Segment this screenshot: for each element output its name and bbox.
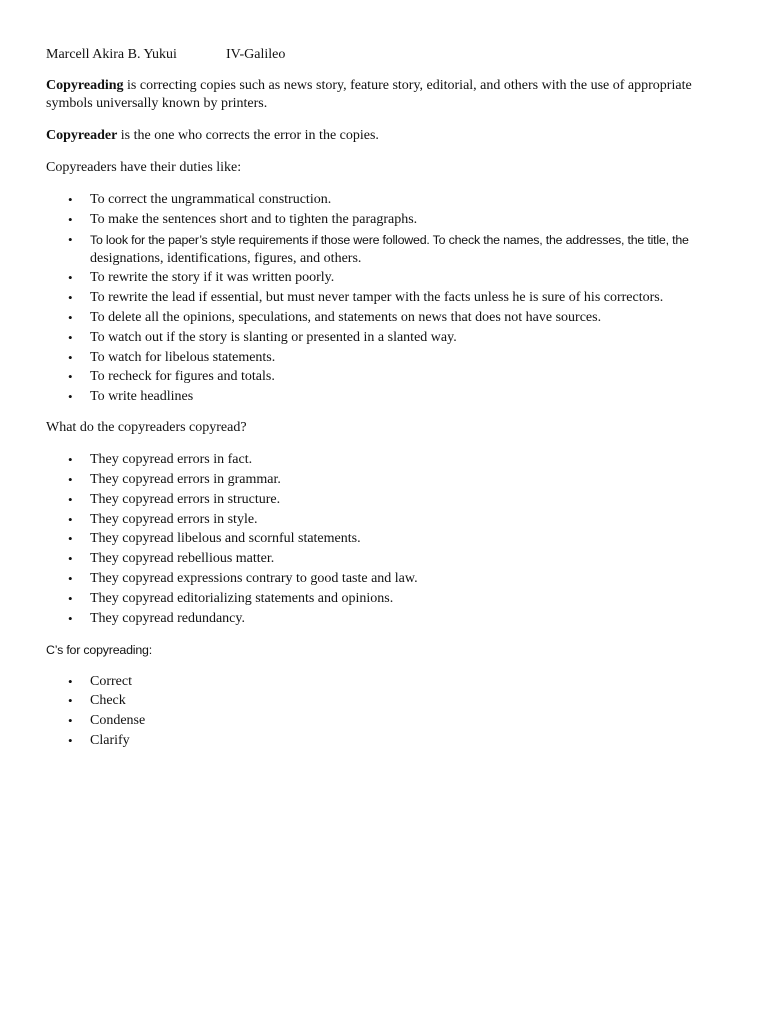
list-item-text: They copyread redundancy. — [90, 610, 245, 626]
document-page — [46, 45, 736, 752]
list-item-text: Check — [90, 693, 126, 709]
list-item — [46, 368, 736, 386]
bullet-icon: • — [68, 693, 73, 709]
list-item-text: Clarify — [90, 732, 130, 748]
list-item-text: To recheck for figures and totals. — [90, 369, 275, 385]
document-header — [46, 45, 736, 64]
bullet-icon: • — [68, 309, 73, 325]
copyread-question: What do the copyreaders copyread? — [46, 420, 247, 436]
copyreader-definition — [46, 127, 736, 145]
list-item — [46, 211, 736, 229]
list-item-text-continuation: designations, identifications, figures, and others. — [90, 250, 362, 266]
list-item — [46, 491, 736, 509]
list-item-text: To watch out if the story is slanting or presented in a slanted way. — [90, 329, 457, 345]
list-item — [46, 610, 736, 628]
list-item-text: They copyread errors in style. — [90, 511, 258, 527]
list-item — [46, 530, 736, 548]
copyreading-term: Copyreading — [46, 78, 124, 93]
class-section: IV-Galileo — [226, 47, 286, 62]
list-item — [46, 388, 736, 406]
copyreading-definition-text: is correcting copies such as news story, feature story, editorial, and others with the use of appropriate symbols universally known by printers. — [46, 78, 692, 111]
list-item-text: To look for the paper’s style requirements if those were followed. To check the names, the addresses, the title, the — [90, 232, 689, 247]
bullet-icon: • — [68, 491, 73, 507]
list-item-text: To rewrite the story if it was written poorly. — [90, 270, 335, 286]
list-item-text: To make the sentences short and to tighten the paragraphs. — [90, 211, 418, 227]
bullet-icon: • — [68, 713, 73, 729]
list-item-text: They copyread libelous and scornful statements. — [90, 531, 361, 547]
bullet-icon: • — [68, 349, 73, 365]
bullet-icon: • — [68, 673, 73, 689]
list-item — [46, 191, 736, 209]
list-item-text: To rewrite the lead if essential, but must never tamper with the facts unless he is sure of his correctors. — [90, 290, 664, 306]
bullet-icon: • — [68, 329, 73, 345]
bullet-icon: • — [68, 551, 73, 567]
bullet-icon: • — [68, 570, 73, 586]
list-item-text: They copyread errors in grammar. — [90, 471, 281, 487]
bullet-icon: • — [68, 369, 73, 385]
list-item — [46, 692, 736, 710]
list-item — [46, 269, 736, 287]
bullet-icon: • — [68, 590, 73, 606]
bullet-icon: • — [68, 471, 73, 487]
list-item-text: They copyread errors in structure. — [90, 491, 281, 507]
author-name: Marcell Akira B. Yukui — [46, 47, 177, 62]
list-item — [46, 590, 736, 608]
bullet-icon: • — [68, 211, 73, 227]
list-item — [46, 329, 736, 347]
copyreader-definition-text: is the one who corrects the error in the copies. — [117, 128, 379, 143]
list-item-text: To correct the ungrammatical construction. — [90, 192, 332, 207]
list-item-text: They copyread expressions contrary to good taste and law. — [90, 570, 418, 586]
bullet-icon: • — [68, 389, 73, 405]
list-item — [46, 511, 736, 529]
list-item — [46, 289, 736, 307]
list-item — [46, 349, 736, 367]
list-item — [46, 471, 736, 489]
list-item — [46, 231, 736, 268]
list-item — [46, 732, 736, 750]
copyreader-term: Copyreader — [46, 128, 118, 143]
list-item — [46, 309, 736, 327]
bullet-icon: • — [68, 231, 73, 247]
bullet-icon: • — [68, 192, 73, 207]
bullet-icon: • — [68, 452, 73, 468]
list-item — [46, 570, 736, 588]
list-item-text: To watch for libelous statements. — [90, 349, 276, 365]
bullet-icon: • — [68, 270, 73, 286]
duties-list — [46, 191, 736, 406]
list-item-text: They copyread rebellious matter. — [90, 551, 275, 567]
bullet-icon: • — [68, 732, 73, 748]
list-item — [46, 673, 736, 691]
list-item-text: They copyread editorializing statements and opinions. — [90, 590, 394, 606]
bullet-icon: • — [68, 511, 73, 527]
bullet-icon: • — [68, 290, 73, 306]
bullet-icon: • — [68, 610, 73, 626]
duties-intro: Copyreaders have their duties like: — [46, 160, 242, 175]
list-item — [46, 451, 736, 469]
cs-list — [46, 673, 736, 750]
bullet-icon: • — [68, 531, 73, 547]
copyread-list — [46, 451, 736, 627]
list-item-text: Correct — [90, 673, 132, 689]
list-item-text: To delete all the opinions, speculations, and statements on news that does not have sources. — [90, 309, 602, 325]
cs-heading: C’s for copyreading: — [46, 642, 152, 657]
list-item — [46, 712, 736, 730]
copyreading-definition — [46, 77, 736, 113]
list-item-text: To write headlines — [90, 389, 194, 405]
list-item — [46, 550, 736, 568]
list-item-text: Condense — [90, 713, 146, 729]
list-item-text: They copyread errors in fact. — [90, 452, 253, 468]
